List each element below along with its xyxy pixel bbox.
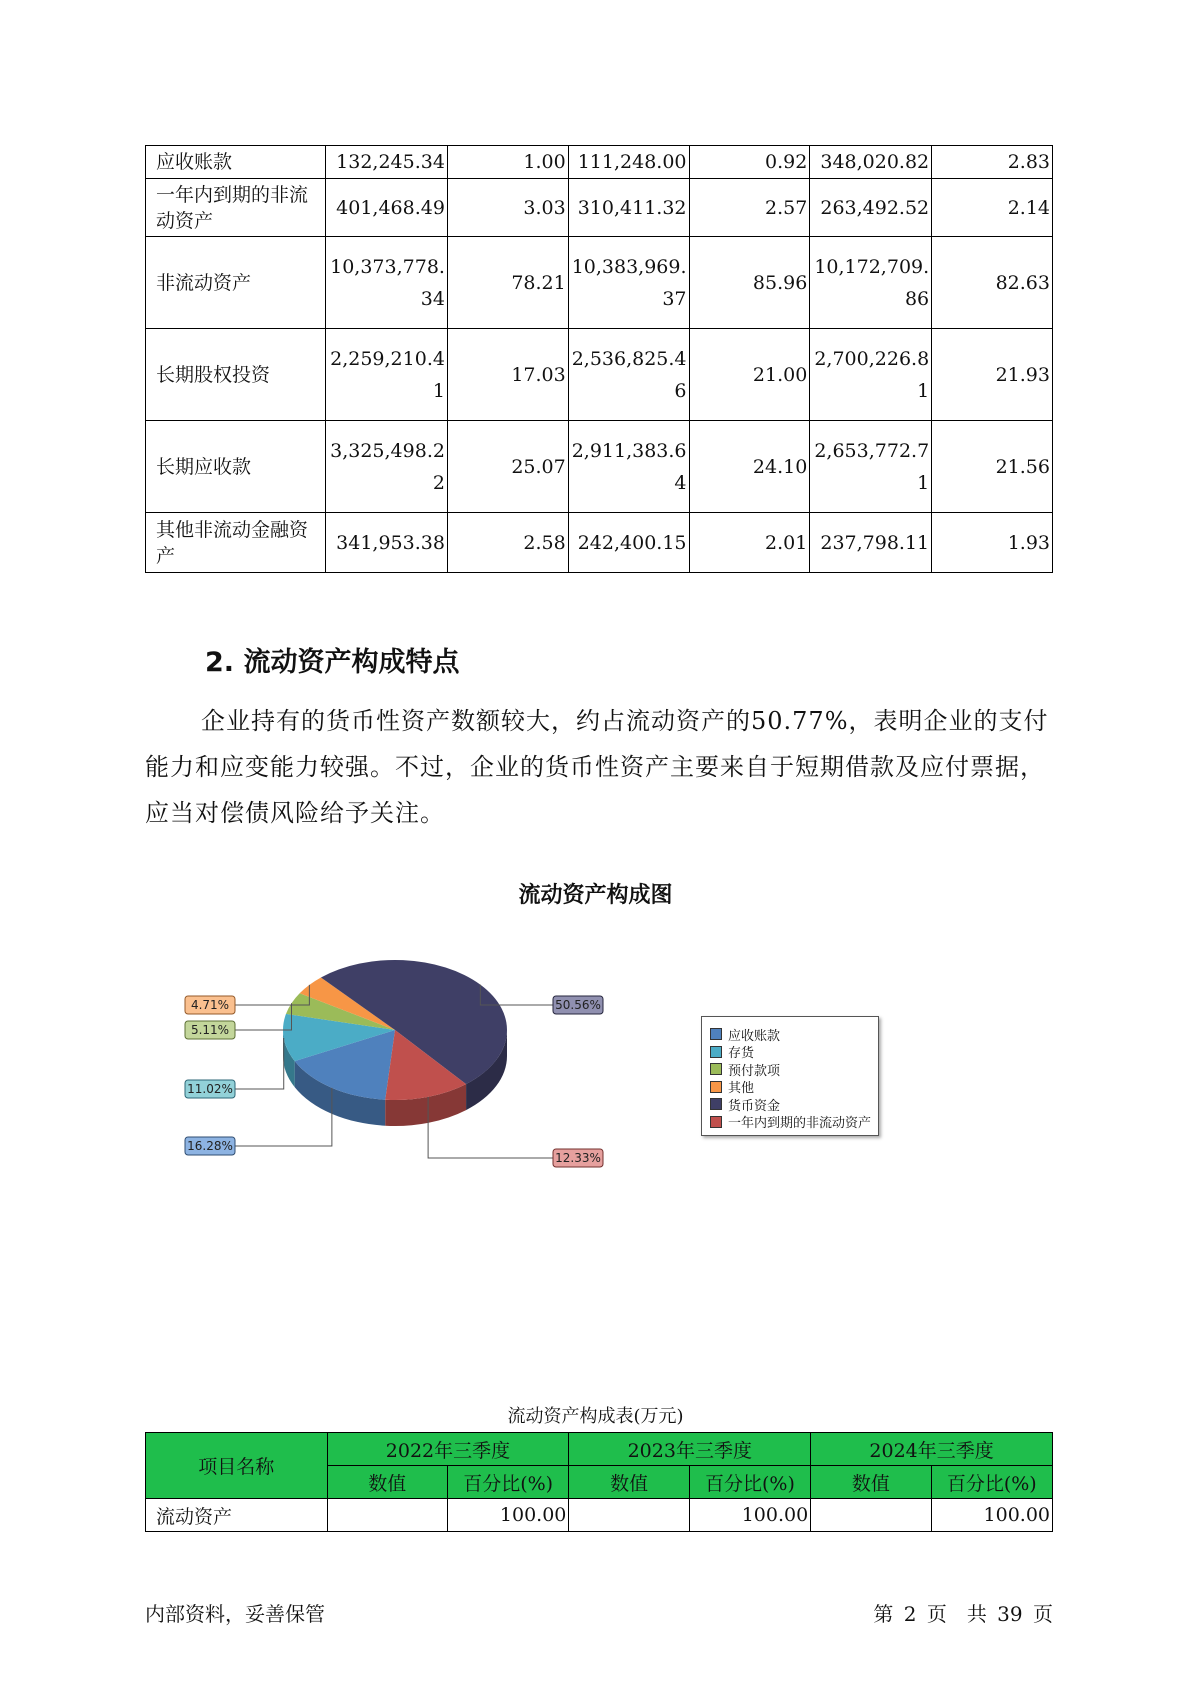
subheader-percent: 百分比(%) (689, 1466, 810, 1499)
cell-value: 111,248.00 (568, 146, 689, 179)
cell-value: 2,259,210.41 (326, 329, 448, 421)
cell-percent: 21.00 (689, 329, 810, 421)
pie-slices (283, 960, 507, 1100)
row-name: 流动资产 (146, 1499, 328, 1532)
cell-percent: 85.96 (689, 237, 810, 329)
section-heading: 2. 流动资产构成特点 (205, 647, 460, 678)
header-item-name: 项目名称 (146, 1433, 328, 1499)
cell-value: 132,245.34 (326, 146, 448, 179)
row-name: 长期应收款 (146, 421, 326, 513)
cell-value: 348,020.82 (810, 146, 932, 179)
legend-item (710, 1078, 754, 1096)
table-row (146, 179, 1053, 237)
table-row (146, 421, 1053, 513)
subheader-value: 数值 (327, 1466, 447, 1499)
pie-leader-line (235, 1003, 292, 1030)
legend-swatch (710, 1046, 722, 1058)
cell-value: 10,373,778.34 (326, 237, 448, 329)
cell-percent: 2.14 (932, 179, 1053, 237)
cell-percent: 24.10 (689, 421, 810, 513)
cell-value: 2,653,772.71 (810, 421, 932, 513)
cell-value: 2,536,825.46 (568, 329, 689, 421)
legend-item (710, 1113, 871, 1131)
cell-value: 341,953.38 (326, 513, 448, 573)
chart-title: 流动资产构成图 (518, 883, 673, 908)
legend-item (710, 1095, 780, 1113)
cell-value: 242,400.15 (568, 513, 689, 573)
cell-percent: 78.21 (447, 237, 568, 329)
legend-swatch (710, 1098, 722, 1110)
legend-label: 预付款项 (728, 1063, 781, 1079)
table-row (146, 513, 1053, 573)
cell-value: 310,411.32 (568, 179, 689, 237)
subheader-percent: 百分比(%) (931, 1466, 1052, 1499)
header-period: 2023年三季度 (569, 1433, 811, 1466)
legend-swatch (710, 1028, 722, 1040)
row-name: 应收账款 (146, 146, 326, 179)
current-asset-table (145, 1432, 1053, 1532)
chart-legend (701, 1016, 879, 1136)
cell-percent: 25.07 (447, 421, 568, 513)
subheader-value: 数值 (569, 1466, 689, 1499)
pie-data-label: 50.56% (555, 998, 601, 1012)
pie-data-label: 11.02% (187, 1082, 233, 1096)
cell-percent: 1.93 (932, 513, 1053, 573)
cell-percent: 2.57 (689, 179, 810, 237)
row-name: 一年内到期的非流动资产 (146, 179, 326, 237)
table-row (146, 146, 1053, 179)
legend-label: 应收账款 (728, 1028, 781, 1044)
legend-swatch (710, 1116, 722, 1128)
cell-percent: 82.63 (932, 237, 1053, 329)
legend-label: 其他 (728, 1081, 755, 1096)
row-name: 其他非流动金融资产 (146, 513, 326, 573)
cell-value: 237,798.11 (810, 513, 932, 573)
cell-value: 10,172,709.86 (810, 237, 932, 329)
cell-value: 3,325,498.22 (326, 421, 448, 513)
table-row (146, 1499, 1053, 1532)
cell-value: 263,492.52 (810, 179, 932, 237)
cell-percent: 17.03 (447, 329, 568, 421)
cell-percent: 1.00 (447, 146, 568, 179)
table-caption: 流动资产构成表(万元) (507, 1406, 684, 1427)
legend-item (710, 1025, 780, 1043)
legend-swatch (710, 1081, 722, 1093)
row-name: 非流动资产 (146, 237, 326, 329)
pie-data-label: 5.11% (190, 1023, 230, 1037)
subheader-value: 数值 (811, 1466, 931, 1499)
cell-value: 401,468.49 (326, 179, 448, 237)
legend-label: 货币资金 (728, 1098, 781, 1114)
cell-value (811, 1499, 931, 1532)
cell-percent: 100.00 (931, 1499, 1052, 1532)
pie-data-label: 16.28% (187, 1139, 233, 1153)
footer-page-number: 第 2 页 共 39 页 (873, 1602, 1053, 1626)
legend-label: 一年内到期的非流动资产 (728, 1116, 872, 1131)
row-name: 长期股权投资 (146, 329, 326, 421)
section-paragraph: 企业持有的货币性资产数额较大，约占流动资产的50.77%，表明企业的支付能力和应变能力较强。不过，企业的货币性资产主要来自于短期借款及应付票据，应当对偿债风险给予关注。 (145, 707, 1049, 827)
header-period: 2022年三季度 (327, 1433, 569, 1466)
cell-percent: 0.92 (689, 146, 810, 179)
cell-percent: 2.58 (447, 513, 568, 573)
footer-confidential: 内部资料，妥善保管 (145, 1602, 325, 1626)
legend-label: 存货 (728, 1046, 755, 1061)
cell-percent: 100.00 (447, 1499, 568, 1532)
pie-data-label: 4.71% (190, 998, 230, 1012)
cell-value (327, 1499, 447, 1532)
cell-percent: 2.83 (932, 146, 1053, 179)
cell-percent: 100.00 (689, 1499, 810, 1532)
legend-item (710, 1043, 754, 1061)
legend-item (710, 1060, 780, 1078)
subheader-percent: 百分比(%) (447, 1466, 568, 1499)
cell-percent: 21.93 (932, 329, 1053, 421)
asset-table-continued (145, 145, 1053, 573)
header-period: 2024年三季度 (811, 1433, 1053, 1466)
cell-percent: 2.01 (689, 513, 810, 573)
cell-value: 2,700,226.81 (810, 329, 932, 421)
legend-swatch (710, 1063, 722, 1075)
cell-percent: 21.56 (932, 421, 1053, 513)
pie-leader-line (235, 1038, 284, 1089)
table-header-row (146, 1433, 1053, 1466)
cell-value: 10,383,969.37 (568, 237, 689, 329)
cell-percent: 3.03 (447, 179, 568, 237)
table-row (146, 237, 1053, 329)
table-row (146, 329, 1053, 421)
pie-data-label: 12.33% (555, 1151, 601, 1165)
cell-value: 2,911,383.64 (568, 421, 689, 513)
cell-value (569, 1499, 689, 1532)
